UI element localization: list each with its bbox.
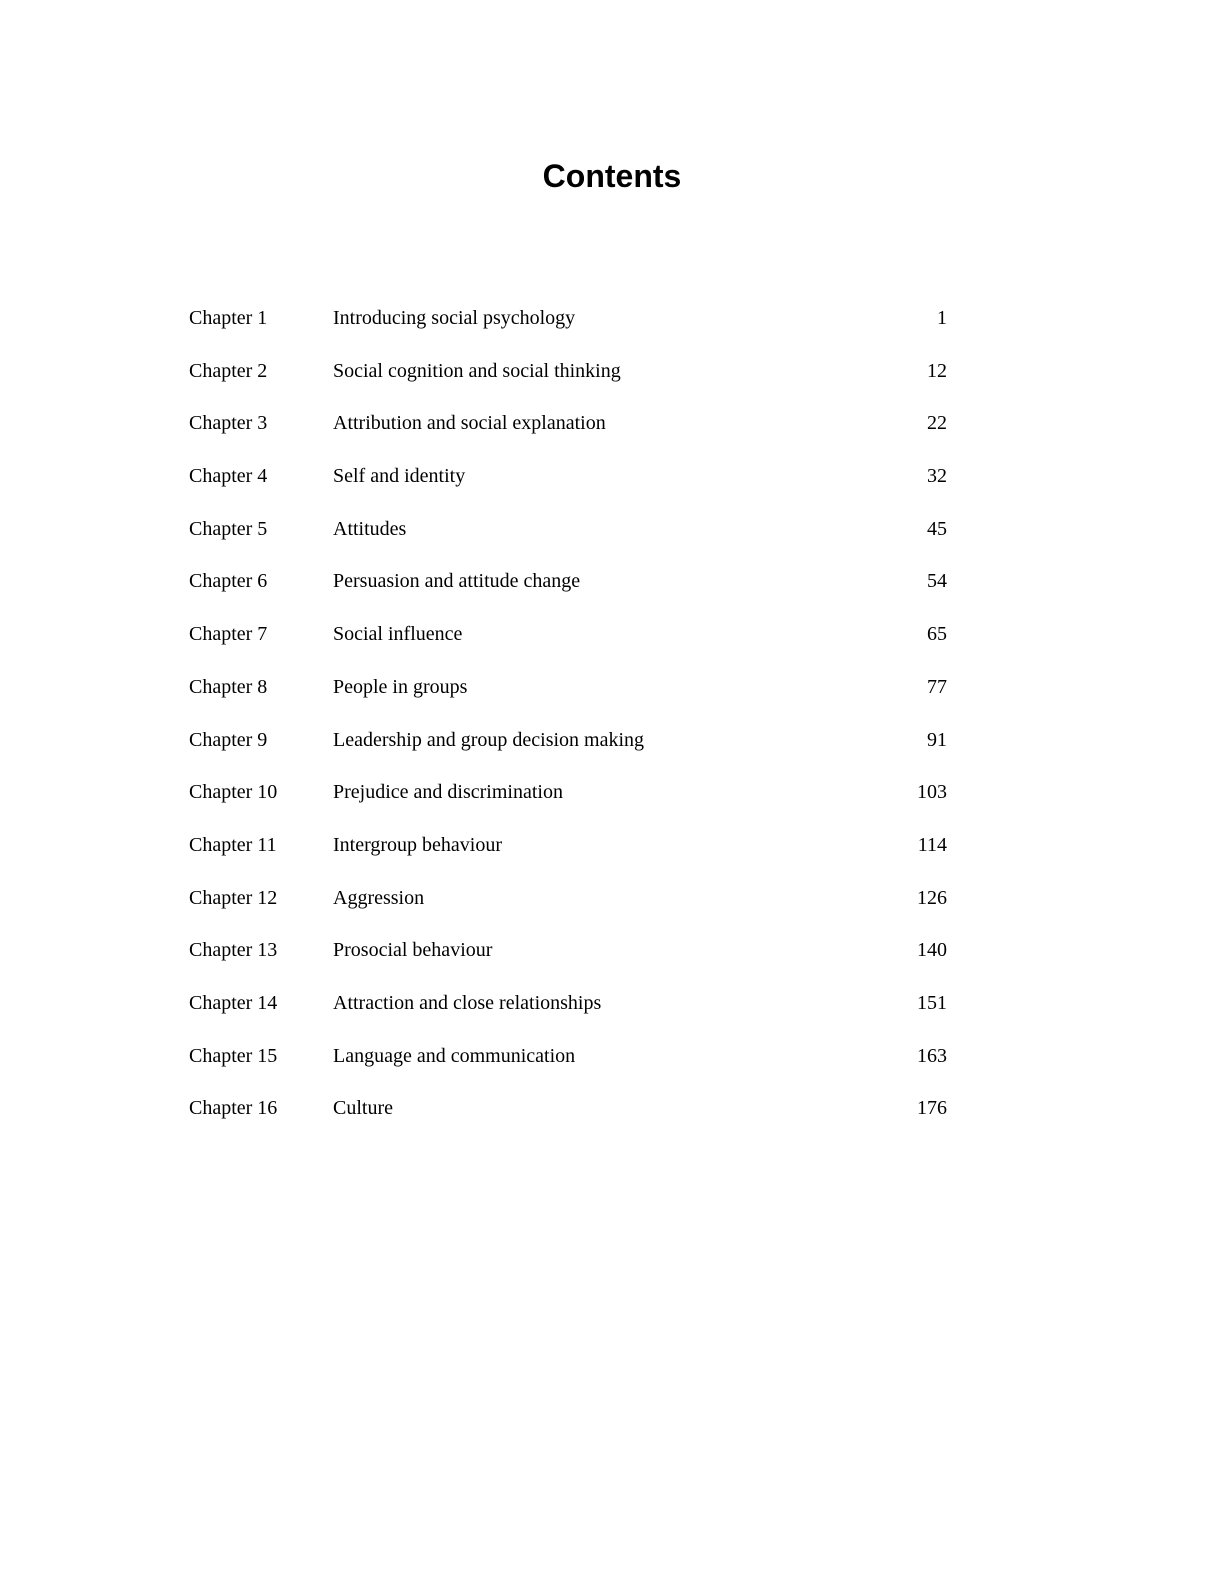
chapter-title: Self and identity xyxy=(333,465,466,488)
page-number: 22 xyxy=(927,412,947,435)
chapter-number: Chapter 9 xyxy=(189,728,268,751)
chapter-number: Chapter 13 xyxy=(189,939,278,962)
chapter-title: Language and communication xyxy=(333,1044,576,1067)
page-number: 65 xyxy=(927,623,947,646)
page-number: 140 xyxy=(917,939,947,962)
chapter-title: Attitudes xyxy=(333,517,407,540)
chapter-number: Chapter 8 xyxy=(189,675,268,698)
page-number: 163 xyxy=(917,1044,947,1067)
chapter-number: Chapter 12 xyxy=(189,886,278,909)
page-number: 54 xyxy=(927,570,947,593)
chapter-number: Chapter 10 xyxy=(189,781,278,804)
toc-entry xyxy=(189,1088,947,1141)
page-number: 103 xyxy=(917,781,947,804)
chapter-number: Chapter 7 xyxy=(189,623,268,646)
toc-entry xyxy=(189,561,947,614)
chapter-number: Chapter 4 xyxy=(189,465,268,488)
page-title: Contents xyxy=(542,158,682,194)
page-number: 77 xyxy=(927,675,947,698)
toc-entry xyxy=(189,403,947,456)
page-number: 12 xyxy=(927,359,947,382)
toc-entry xyxy=(189,720,947,773)
page-number: 1 xyxy=(937,307,947,329)
toc-entry xyxy=(189,930,947,983)
page-number: 114 xyxy=(917,833,947,856)
chapter-number: Chapter 3 xyxy=(189,412,268,435)
chapter-title: Prosocial behaviour xyxy=(333,939,493,962)
page-number: 176 xyxy=(917,1097,947,1120)
chapter-number: Chapter 16 xyxy=(189,1097,278,1120)
toc-entry xyxy=(189,456,947,509)
page-number: 91 xyxy=(927,728,947,751)
chapter-title: Intergroup behaviour xyxy=(333,833,503,856)
toc-entry xyxy=(189,772,947,825)
chapter-title: Social cognition and social thinking xyxy=(333,359,621,382)
toc-entry xyxy=(189,298,947,351)
page-number: 32 xyxy=(927,465,947,488)
chapter-title: Persuasion and attitude change xyxy=(333,570,581,593)
chapter-title: Culture xyxy=(333,1097,393,1120)
toc-entry xyxy=(189,614,947,667)
chapter-title: Attraction and close relationships xyxy=(333,991,602,1014)
chapter-number: Chapter 15 xyxy=(189,1044,278,1067)
toc-entry xyxy=(189,509,947,562)
chapter-number: Chapter 6 xyxy=(189,570,268,593)
toc-entry xyxy=(189,351,947,404)
page-number: 126 xyxy=(917,886,947,909)
chapter-title: Prejudice and discrimination xyxy=(333,781,563,804)
chapter-title: People in groups xyxy=(333,675,468,698)
page-number: 151 xyxy=(917,991,947,1014)
toc-entry xyxy=(189,825,947,878)
table-of-contents xyxy=(189,298,947,1141)
chapter-title: Leadership and group decision making xyxy=(333,728,645,751)
toc-entry xyxy=(189,1036,947,1089)
chapter-number: Chapter 11 xyxy=(189,833,277,856)
chapter-number: Chapter 14 xyxy=(189,991,278,1014)
toc-entry xyxy=(189,983,947,1036)
page-number: 45 xyxy=(927,517,947,540)
chapter-title: Social influence xyxy=(333,623,463,646)
chapter-number: Chapter 2 xyxy=(189,359,268,382)
chapter-number: Chapter 5 xyxy=(189,517,268,540)
chapter-title: Introducing social psychology xyxy=(333,307,576,329)
chapter-title: Aggression xyxy=(333,886,425,909)
chapter-title: Attribution and social explanation xyxy=(333,412,606,435)
toc-entry xyxy=(189,667,947,720)
toc-entry xyxy=(189,878,947,931)
chapter-number: Chapter 1 xyxy=(189,307,268,329)
